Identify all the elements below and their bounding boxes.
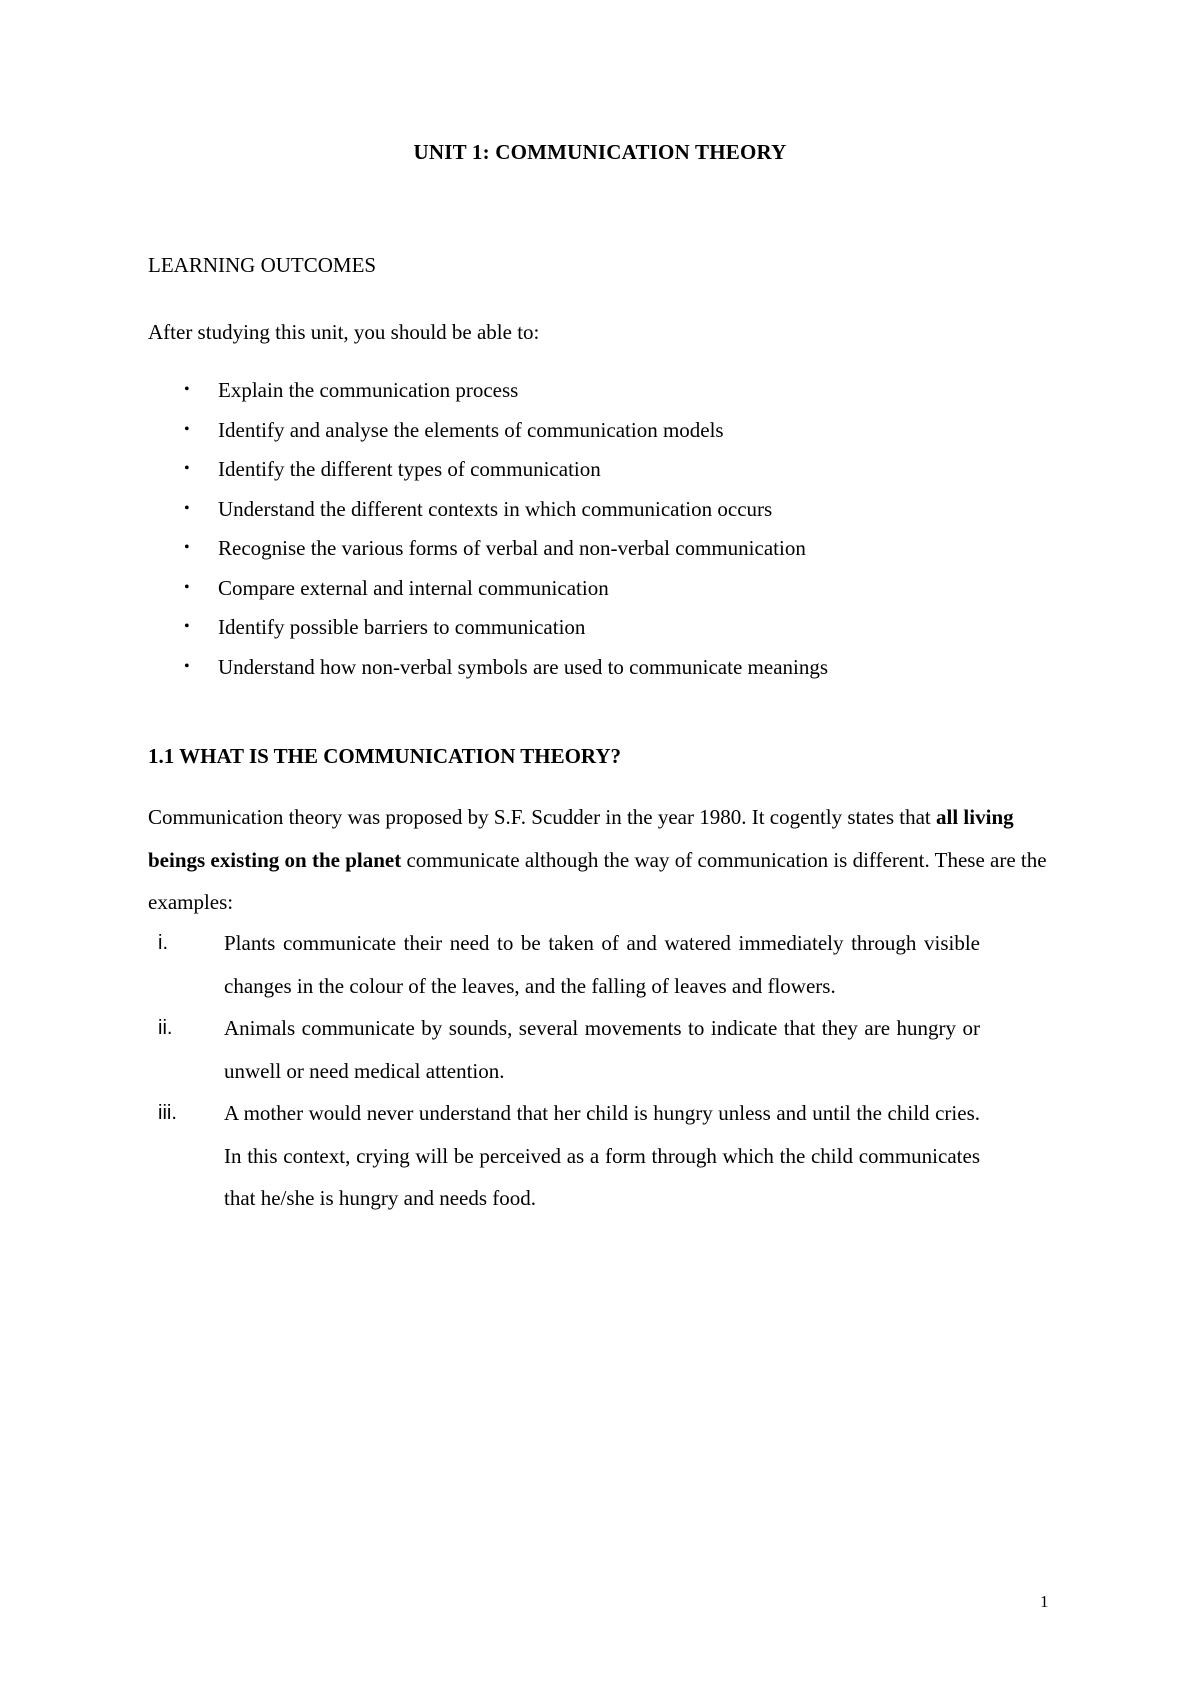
body-paragraph bbox=[148, 796, 1058, 924]
bullet-icon: • bbox=[184, 499, 190, 517]
outcome-item bbox=[148, 535, 828, 575]
learning-outcomes-heading: LEARNING OUTCOMES bbox=[148, 253, 377, 277]
bullet-icon: • bbox=[184, 420, 190, 438]
outcome-item bbox=[148, 417, 828, 457]
bullet-icon: • bbox=[184, 578, 190, 596]
outcome-item bbox=[148, 614, 828, 654]
paragraph-text-end: communicate although the way of communication is different. These are the examples: bbox=[148, 847, 1047, 914]
bullet-icon: • bbox=[184, 657, 190, 675]
outcome-item bbox=[148, 377, 828, 417]
examples-list bbox=[148, 922, 980, 1220]
outcome-item bbox=[148, 456, 828, 496]
example-marker: iii. bbox=[158, 1102, 177, 1124]
section-heading: 1.1 WHAT IS THE COMMUNICATION THEORY? bbox=[148, 744, 622, 768]
example-item bbox=[148, 1092, 980, 1220]
outcome-item bbox=[148, 654, 828, 694]
outcome-text: Identify possible barriers to communication bbox=[218, 615, 586, 639]
outcome-text: Understand the different contexts in which communication occurs bbox=[218, 496, 773, 521]
example-marker: i. bbox=[158, 932, 168, 954]
bullet-icon: • bbox=[184, 618, 190, 635]
outcome-item bbox=[148, 496, 828, 536]
outcome-text: Identify the different types of communication bbox=[218, 457, 601, 481]
outcome-item bbox=[148, 575, 828, 615]
paragraph-bold-phrase: all living beings existing on the planet bbox=[148, 805, 1014, 872]
outcome-text: Understand how non-verbal symbols are used to communicate meanings bbox=[218, 654, 829, 679]
example-text: Animals communicate by sounds, several movements to indicate that they are hungry or unwell or need medical attention. bbox=[224, 1016, 980, 1083]
example-item bbox=[148, 922, 980, 1007]
intro-text: After studying this unit, you should be able to: bbox=[148, 320, 540, 344]
example-marker: ii. bbox=[158, 1017, 173, 1039]
example-text: A mother would never understand that her child is hungry unless and until the child cries. In this context, crying will be perceived as a form through which the child communicates that he/she is hungry and needs food. bbox=[224, 1101, 980, 1210]
bullet-icon: • bbox=[184, 460, 190, 477]
outcome-text: Explain the communication process bbox=[218, 378, 519, 402]
unit-title: UNIT 1: COMMUNICATION THEORY bbox=[413, 140, 787, 164]
example-text: Plants communicate their need to be taken of and watered immediately through visible changes in the colour of the leaves, and the falling of leaves and flowers. bbox=[224, 931, 980, 998]
example-item bbox=[148, 1007, 980, 1092]
paragraph-text-start: Communication theory was proposed by S.F. Scudder in the year 1980. It cogently states that bbox=[148, 805, 937, 829]
bullet-icon: • bbox=[184, 381, 190, 398]
learning-outcomes-list bbox=[148, 377, 828, 693]
outcome-text: Identify and analyse the elements of communication models bbox=[218, 417, 724, 442]
page-number: 1 bbox=[1040, 1592, 1049, 1611]
bullet-icon: • bbox=[184, 539, 190, 556]
outcome-text: Compare external and internal communication bbox=[218, 575, 609, 600]
outcome-text: Recognise the various forms of verbal and non-verbal communication bbox=[218, 536, 806, 560]
